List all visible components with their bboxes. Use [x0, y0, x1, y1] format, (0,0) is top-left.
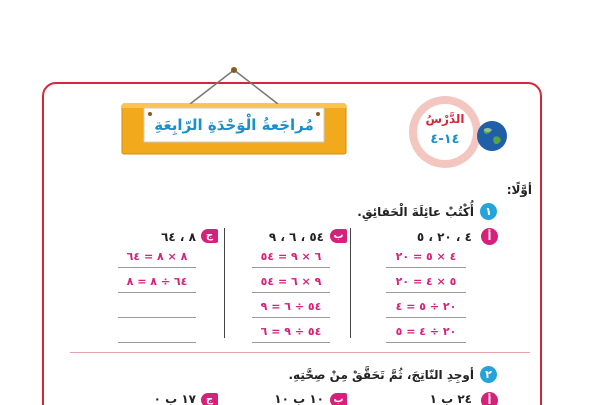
sign-title: مُراجَعةُ الْوَحْدَةِ الرّابِعَةِ [154, 116, 314, 134]
lesson-number: ١٤-٤ [430, 132, 460, 147]
exercise2-instruction: أوجِدِ النّاتِجَ، ثُمَّ تَحَقَّقْ مِنْ صِحَّتِهِ. [288, 368, 474, 382]
lesson-label: الدَّرْسُ [425, 112, 465, 126]
col-b-row-2: ٩ × ٦ = ٥٤ [252, 271, 330, 293]
globe-icon [476, 120, 508, 152]
col-b-row-4: ٥٤ ÷ ٩ = ٦ [252, 321, 330, 343]
section-divider [70, 352, 530, 353]
lesson-badge [405, 92, 485, 172]
col-a-row-2: ٥ × ٤ = ٢٠ [386, 271, 466, 293]
section-label: أوَّلًا: [506, 183, 532, 197]
col-c-row-2: ٦٤ ÷ ٨ = ٨ [118, 271, 196, 293]
ex2-item-c-tag: ج [201, 393, 218, 405]
column-divider-1 [350, 228, 351, 338]
ex2-item-a: ٢٤ ب ١ [429, 392, 472, 405]
col-b-heading: ٥٤ ، ٦ ، ٩ [268, 230, 324, 244]
col-c-row-4 [118, 321, 196, 343]
ex2-item-b-tag: ب [330, 393, 347, 405]
col-c-row-1: ٨ × ٨ = ٦٤ [118, 246, 196, 268]
ex2-item-c: ١٧ ب ٠ [153, 392, 196, 405]
col-a-tag: أ [481, 228, 498, 245]
col-a-row-3: ٢٠ ÷ ٥ = ٤ [386, 296, 466, 318]
exercise1-instruction: أُكْتُبْ عائِلَةَ الْحَقائِقِ. [357, 205, 474, 219]
col-c-row-3 [118, 296, 196, 318]
col-c-heading: ٨ ، ٦٤ [161, 230, 196, 244]
ex2-item-b: ١٠ ب ١٠ [274, 392, 324, 405]
col-a-row-1: ٤ × ٥ = ٢٠ [386, 246, 466, 268]
col-b-row-3: ٥٤ ÷ ٦ = ٩ [252, 296, 330, 318]
exercise2-number: ٢ [480, 366, 497, 383]
column-divider-2 [224, 228, 225, 338]
col-b-tag: ب [330, 229, 347, 243]
ex2-item-a-tag: أ [481, 392, 498, 405]
col-c-tag: ج [201, 229, 218, 243]
exercise1-number: ١ [480, 203, 497, 220]
col-a-heading: ٤ ، ٢٠ ، ٥ [416, 230, 472, 244]
unit-review-sign [120, 64, 348, 160]
col-b-row-1: ٦ × ٩ = ٥٤ [252, 246, 330, 268]
col-a-row-4: ٢٠ ÷ ٤ = ٥ [386, 321, 466, 343]
